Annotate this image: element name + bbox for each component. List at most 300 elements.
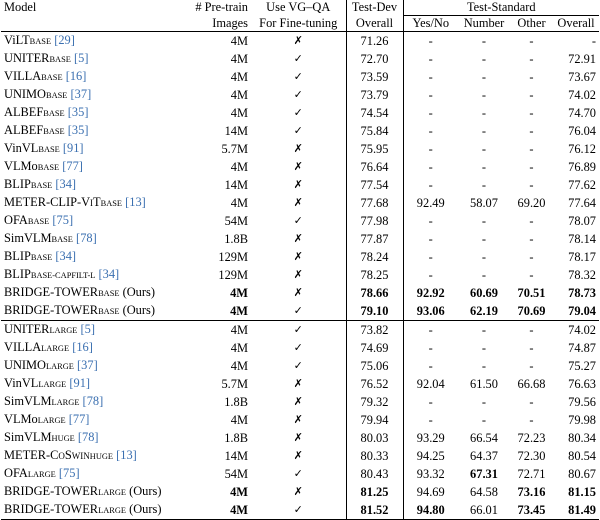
pretrain-images: 4M	[230, 304, 248, 318]
yesno-value: -	[403, 104, 458, 122]
yesno-value: -	[403, 158, 458, 176]
header-model: Model	[4, 0, 37, 15]
number-value: 61.50	[470, 377, 498, 391]
table-row	[1, 465, 599, 483]
model-cell	[1, 501, 186, 520]
number-value: -	[481, 106, 487, 120]
model-name: BLIP	[4, 177, 31, 191]
table-row	[1, 68, 599, 86]
yesno-value: 93.29	[403, 429, 458, 447]
vgqa-mark: ✗	[293, 160, 303, 173]
citation-link[interactable]: 35	[71, 123, 85, 137]
model-cell: VILLABASE [16]	[4, 69, 87, 83]
teststd-overall: 78.32	[568, 268, 597, 282]
model-name: BLIP	[4, 267, 31, 281]
yesno-value: -	[403, 357, 458, 375]
yesno-value: -	[403, 393, 458, 411]
other-value: 73.16	[517, 485, 546, 499]
teststd-overall: 76.63	[568, 377, 597, 391]
vgqa-mark: ✓	[293, 341, 303, 354]
model-name: BRIDGE-TOWER	[4, 484, 99, 498]
pretrain-images: 4M	[230, 341, 248, 355]
citation-link[interactable]: 34	[102, 267, 116, 281]
pretrain-images: 129M	[218, 250, 248, 264]
other-value: -	[529, 106, 534, 120]
citation-link[interactable]: 91	[67, 141, 80, 155]
number-value: 60.69	[470, 286, 498, 300]
yesno-value: -	[403, 140, 458, 158]
header-overall: Overall	[346, 16, 403, 32]
model-name: OFA	[4, 466, 28, 480]
other-value: -	[529, 359, 534, 373]
model-cell: ALBEFBASE [35]	[4, 105, 89, 119]
testdev-overall: 73.79	[346, 86, 403, 104]
number-value: -	[481, 395, 487, 409]
citation-link[interactable]: 13	[120, 448, 133, 462]
model-name: ViLT	[4, 33, 30, 47]
model-cell	[1, 483, 186, 501]
other-value: 69.20	[517, 196, 546, 210]
vgqa-mark: ✓	[293, 106, 303, 119]
other-value: -	[529, 395, 534, 409]
teststd-overall: 76.04	[568, 124, 597, 138]
vgqa-mark: ✓	[293, 304, 303, 317]
model-name: VLMo	[4, 412, 38, 426]
number-value: -	[481, 70, 487, 84]
pretrain-images: 1.8B	[224, 431, 248, 445]
other-value: 70.51	[517, 286, 546, 300]
model-size: BASE	[27, 217, 50, 226]
teststd-overall: 80.54	[568, 449, 597, 463]
vgqa-mark: ✓	[293, 214, 303, 227]
vgqa-mark: ✓	[293, 70, 303, 83]
yesno-value: -	[403, 212, 458, 230]
table-row	[1, 501, 599, 520]
teststd-overall: 78.07	[568, 214, 597, 228]
vgqa-mark: ✓	[293, 359, 303, 372]
citation-link[interactable]: 35	[71, 105, 85, 119]
teststd-overall: 74.02	[568, 88, 597, 102]
model-cell: BLIPBASE [34]	[4, 177, 77, 191]
table-row	[1, 194, 599, 212]
testdev-overall: 76.52	[346, 375, 403, 393]
testdev-overall: 77.98	[346, 212, 403, 230]
model-size: HUGE	[89, 452, 114, 461]
testdev-overall: 77.87	[346, 230, 403, 248]
table-row	[1, 212, 599, 230]
vgqa-mark: ✗	[293, 196, 303, 209]
number-value: 66.01	[458, 501, 510, 520]
testdev-overall: 73.82	[346, 321, 403, 340]
teststd-overall: 79.98	[568, 413, 597, 427]
model-suffix: (Ours)	[119, 285, 155, 299]
testdev-overall: 71.26	[346, 32, 403, 51]
citation-link[interactable]: 77	[66, 159, 79, 173]
model-cell: METER-CLIP-ViTBASE [13]	[4, 195, 146, 209]
other-value: 70.69	[517, 304, 546, 318]
teststd-overall: 77.62	[568, 178, 597, 192]
model-size: LARGE	[27, 470, 56, 479]
model-cell: VinVLBASE [91]	[4, 141, 84, 155]
testdev-overall: 81.25	[346, 483, 403, 501]
citation-link[interactable]: 78	[86, 394, 100, 408]
citation-link[interactable]: 37	[81, 358, 94, 372]
yesno-value: 93.32	[403, 465, 458, 483]
pretrain-images: 4M	[230, 160, 248, 174]
testdev-overall: 78.24	[346, 248, 403, 266]
model-cell: VLMoBASE [77]	[4, 159, 83, 173]
header-other: Other	[510, 16, 553, 32]
teststd-overall: -	[591, 34, 597, 48]
model-name: BLIP	[4, 249, 31, 263]
table-row	[1, 357, 599, 375]
header-vgqa-1: Use VG–QA	[266, 0, 331, 15]
model-size: BASE	[29, 37, 52, 46]
number-value: -	[481, 88, 487, 102]
other-value: -	[529, 178, 534, 192]
testdev-overall: 80.33	[346, 447, 403, 465]
model-size: BASE	[30, 253, 53, 262]
model-size: BASE	[43, 127, 65, 136]
number-value: -	[481, 214, 487, 228]
pretrain-images: 14M	[224, 124, 248, 138]
yesno-value: -	[403, 50, 458, 68]
testdev-overall: 80.43	[346, 465, 403, 483]
other-value: 73.45	[510, 501, 553, 520]
pretrain-images: 4M	[230, 70, 248, 84]
header-pretrain-1: # Pre-train	[195, 0, 248, 15]
testdev-overall: 77.68	[346, 194, 403, 212]
teststd-overall: 74.87	[568, 341, 597, 355]
testdev-overall: 75.95	[346, 140, 403, 158]
other-value: -	[510, 321, 553, 340]
number-value: -	[458, 321, 510, 340]
model-name: VinVL	[4, 141, 39, 155]
number-value: -	[481, 142, 487, 156]
vgqa-mark: ✗	[293, 431, 303, 444]
citation-link[interactable]: 75	[56, 213, 69, 227]
other-value: -	[529, 124, 534, 138]
vgqa-mark: ✗	[293, 413, 303, 426]
yesno-value: 93.06	[403, 302, 458, 321]
model-name: ALBEF	[4, 105, 44, 119]
testdev-overall: 75.84	[346, 122, 403, 140]
model-size: LARGE	[38, 380, 67, 389]
yesno-value: -	[403, 266, 458, 284]
number-value: -	[481, 232, 487, 246]
citation-link[interactable]: 16	[69, 69, 83, 83]
testdev-overall: 80.03	[346, 429, 403, 447]
pretrain-images: 4M	[230, 485, 248, 499]
other-value: 72.23	[517, 431, 546, 445]
other-value: -	[529, 88, 534, 102]
other-value: -	[529, 341, 534, 355]
number-value: -	[481, 160, 487, 174]
yesno-value: -	[403, 339, 458, 357]
model-cell: METER-CoSwinHUGE [13]	[4, 448, 137, 462]
table-row	[1, 140, 599, 158]
table-row	[1, 411, 599, 429]
table-header	[1, 0, 599, 32]
other-value: -	[529, 250, 534, 264]
other-value: -	[529, 214, 534, 228]
model-name: ALBEF	[4, 123, 44, 137]
model-name: SimVLM	[4, 394, 52, 408]
other-value: -	[529, 34, 534, 48]
number-value: -	[481, 52, 487, 66]
citation-link[interactable]: 78	[82, 430, 95, 444]
yesno-value: -	[403, 68, 458, 86]
number-value: -	[481, 341, 487, 355]
yesno-value: -	[403, 32, 458, 51]
number-value: -	[481, 34, 487, 48]
model-size: BASE-CAPFILT-L	[30, 271, 96, 280]
vgqa-mark: ✗	[293, 377, 303, 390]
table-row	[1, 86, 599, 104]
testdev-overall: 74.54	[346, 104, 403, 122]
teststd-overall: 73.67	[568, 70, 597, 84]
citation-link[interactable]: 13	[129, 195, 142, 209]
citation-link[interactable]: 29	[58, 33, 71, 47]
table-row	[1, 32, 599, 51]
vgqa-mark: ✗	[293, 232, 303, 245]
model-name: UNITER	[4, 322, 50, 336]
testdev-overall: 74.69	[346, 339, 403, 357]
yesno-value: 94.25	[403, 447, 458, 465]
pretrain-images: 4M	[230, 88, 248, 102]
model-cell: SimVLMHUGE [78]	[4, 430, 99, 444]
model-size: LARGE	[41, 344, 70, 353]
pretrain-images: 54M	[224, 467, 248, 481]
model-cell: OFALARGE [75]	[4, 466, 80, 480]
model-size: BASE	[51, 235, 73, 244]
teststd-overall: 78.17	[568, 250, 597, 264]
header-testdev: Test-Dev	[346, 0, 403, 16]
teststd-overall: 80.34	[568, 431, 597, 445]
table-row	[1, 375, 599, 393]
model-name: UNITER	[4, 51, 50, 65]
model-size: BASE	[98, 289, 120, 298]
pretrain-images: 4M	[230, 286, 248, 300]
header-overall2: Overall	[553, 16, 599, 32]
teststd-overall: 78.73	[568, 286, 597, 300]
teststd-overall: 81.49	[553, 501, 599, 520]
pretrain-images: 1.8B	[224, 232, 248, 246]
citation-link[interactable]: 78	[80, 231, 93, 245]
model-cell: VLMoLARGE [77]	[4, 412, 90, 426]
citation-link[interactable]: 34	[59, 177, 72, 191]
testdev-overall: 79.32	[346, 393, 403, 411]
pretrain-images: 54M	[224, 214, 248, 228]
yesno-value: 94.69	[403, 483, 458, 501]
vgqa-mark: ✗	[293, 34, 303, 47]
model-size: LARGE	[98, 488, 126, 497]
model-size: BASE	[30, 181, 53, 190]
model-cell: BLIPBASE [34]	[4, 249, 77, 263]
model-size: BASE	[41, 73, 63, 82]
model-cell: UNIMOBASE [37]	[4, 87, 92, 101]
pretrain-images: 4M	[230, 359, 248, 373]
model-name: OFA	[4, 213, 28, 227]
number-value: 64.37	[470, 449, 498, 463]
table-row	[1, 483, 599, 501]
yesno-value: 92.92	[403, 284, 458, 302]
table-row	[1, 429, 599, 447]
table-row	[1, 122, 599, 140]
citation-link[interactable]: 34	[59, 249, 72, 263]
yesno-value: 92.49	[403, 194, 458, 212]
teststd-overall: 79.56	[568, 395, 597, 409]
table-row	[1, 393, 599, 411]
citation-link[interactable]: 77	[72, 412, 86, 426]
testdev-overall: 79.94	[346, 411, 403, 429]
other-value: -	[529, 142, 534, 156]
citation-link[interactable]: 91	[73, 376, 86, 390]
model-size: BASE	[38, 145, 60, 154]
model-name: UNIMO	[4, 358, 46, 372]
number-value: 67.31	[470, 467, 498, 481]
other-value: -	[529, 70, 534, 84]
yesno-value: -	[403, 321, 458, 340]
testdev-overall: 78.66	[346, 284, 403, 302]
model-name: VILLA	[4, 340, 42, 354]
vgqa-mark: ✗	[293, 485, 303, 498]
model-size: LARGE	[37, 416, 66, 425]
model-name: VinVL	[4, 376, 39, 390]
vgqa-mark: ✓	[251, 321, 346, 340]
vgqa-mark: ✓	[293, 467, 303, 480]
table-row	[1, 284, 599, 302]
model-cell: SimVLMBASE [78]	[4, 231, 97, 245]
table-row	[1, 158, 599, 176]
model-size: BASE	[98, 307, 120, 316]
vgqa-mark: ✗	[293, 268, 303, 281]
header-teststd: Test-Standard	[403, 0, 599, 16]
model-suffix: (Ours)	[126, 502, 162, 516]
pretrain-images: 5.7M	[221, 142, 248, 156]
pretrain-images: 1.8B	[224, 395, 248, 409]
pretrain-images: 14M	[224, 449, 248, 463]
model-name: BRIDGE-TOWER	[4, 303, 99, 317]
pretrain-images: 4M	[230, 413, 248, 427]
number-value: -	[481, 413, 487, 427]
model-suffix: (Ours)	[119, 303, 155, 317]
table-row	[1, 321, 599, 340]
model-name: VILLA	[4, 69, 42, 83]
other-value: 72.30	[517, 449, 546, 463]
yesno-value: -	[403, 122, 458, 140]
model-cell: UNITERBASE [5]	[4, 51, 89, 65]
model-cell: ALBEFBASE [35]	[4, 123, 89, 137]
vgqa-mark: ✓	[293, 88, 303, 101]
other-value: -	[529, 413, 534, 427]
teststd-overall: 76.12	[568, 142, 597, 156]
model-size: LARGE	[49, 326, 78, 335]
testdev-overall: 77.54	[346, 176, 403, 194]
model-size: LARGE	[46, 362, 74, 371]
teststd-overall: 77.64	[568, 196, 597, 210]
citation-link[interactable]: 5	[84, 322, 91, 336]
number-value: 58.07	[470, 196, 498, 210]
teststd-overall: 79.04	[568, 304, 597, 318]
model-size: LARGE	[51, 398, 80, 407]
pretrain-images: 14M	[224, 178, 248, 192]
vgqa-mark: ✗	[293, 286, 303, 299]
testdev-overall: 73.59	[346, 68, 403, 86]
table-row	[1, 230, 599, 248]
model-size: LARGE	[98, 506, 126, 515]
model-name: SimVLM	[4, 430, 52, 444]
model-size: HUGE	[51, 434, 75, 443]
vgqa-mark: ✗	[293, 178, 303, 191]
number-value: -	[481, 250, 487, 264]
vgqa-mark: ✗	[293, 142, 303, 155]
teststd-overall: 74.02	[553, 321, 599, 340]
testdev-overall: 75.06	[346, 357, 403, 375]
header-number: Number	[458, 16, 510, 32]
number-value: 64.58	[470, 485, 498, 499]
teststd-overall: 74.70	[568, 106, 597, 120]
pretrain-images: 4M	[230, 52, 248, 66]
vgqa-mark: ✗	[293, 395, 303, 408]
table-row	[1, 176, 599, 194]
citation-link[interactable]: 75	[63, 466, 76, 480]
other-value: -	[529, 160, 534, 174]
other-value: -	[529, 268, 534, 282]
vgqa-mark: ✗	[293, 449, 303, 462]
number-value: 66.54	[470, 431, 498, 445]
header-vgqa-2: For Fine-tuning	[251, 16, 346, 32]
pretrain-images: 4M	[230, 106, 248, 120]
testdev-overall: 78.25	[346, 266, 403, 284]
yesno-value: -	[403, 176, 458, 194]
testdev-overall: 81.52	[346, 501, 403, 520]
pretrain-images: 129M	[218, 268, 248, 282]
testdev-overall: 76.64	[346, 158, 403, 176]
header-yesno: Yes/No	[403, 16, 458, 32]
table-row	[1, 302, 599, 321]
table-row	[1, 248, 599, 266]
citation-link[interactable]: 16	[76, 340, 89, 354]
pretrain-images: 5.7M	[221, 377, 248, 391]
pretrain-images: 4M	[230, 34, 248, 48]
model-cell: SimVLMLARGE [78]	[4, 394, 104, 408]
citation-link[interactable]: 37	[74, 87, 88, 101]
testdev-overall: 79.10	[346, 302, 403, 321]
model-name: BRIDGE-TOWER	[4, 285, 99, 299]
vgqa-mark: ✓	[293, 124, 303, 137]
number-value: -	[481, 359, 487, 373]
table-row	[1, 104, 599, 122]
model-name: BRIDGE-TOWER	[4, 502, 99, 516]
number-value: -	[481, 124, 487, 138]
citation-link[interactable]: 5	[78, 51, 85, 65]
header-pretrain-2: Images	[186, 16, 251, 32]
yesno-value: 94.80	[403, 501, 458, 520]
model-cell: BLIPBASE-CAPFILT-L [34]	[4, 267, 120, 281]
results-table	[1, 0, 599, 520]
yesno-value: 92.04	[403, 375, 458, 393]
number-value: 62.19	[470, 304, 498, 318]
table-row	[1, 50, 599, 68]
model-size: BASE	[49, 55, 71, 64]
other-value: 66.68	[517, 377, 546, 391]
number-value: -	[481, 178, 487, 192]
model-name: METER-CoSwin	[4, 448, 90, 462]
vgqa-mark: ✓	[293, 52, 303, 65]
model-size: BASE	[100, 199, 123, 208]
model-size: BASE	[46, 91, 68, 100]
